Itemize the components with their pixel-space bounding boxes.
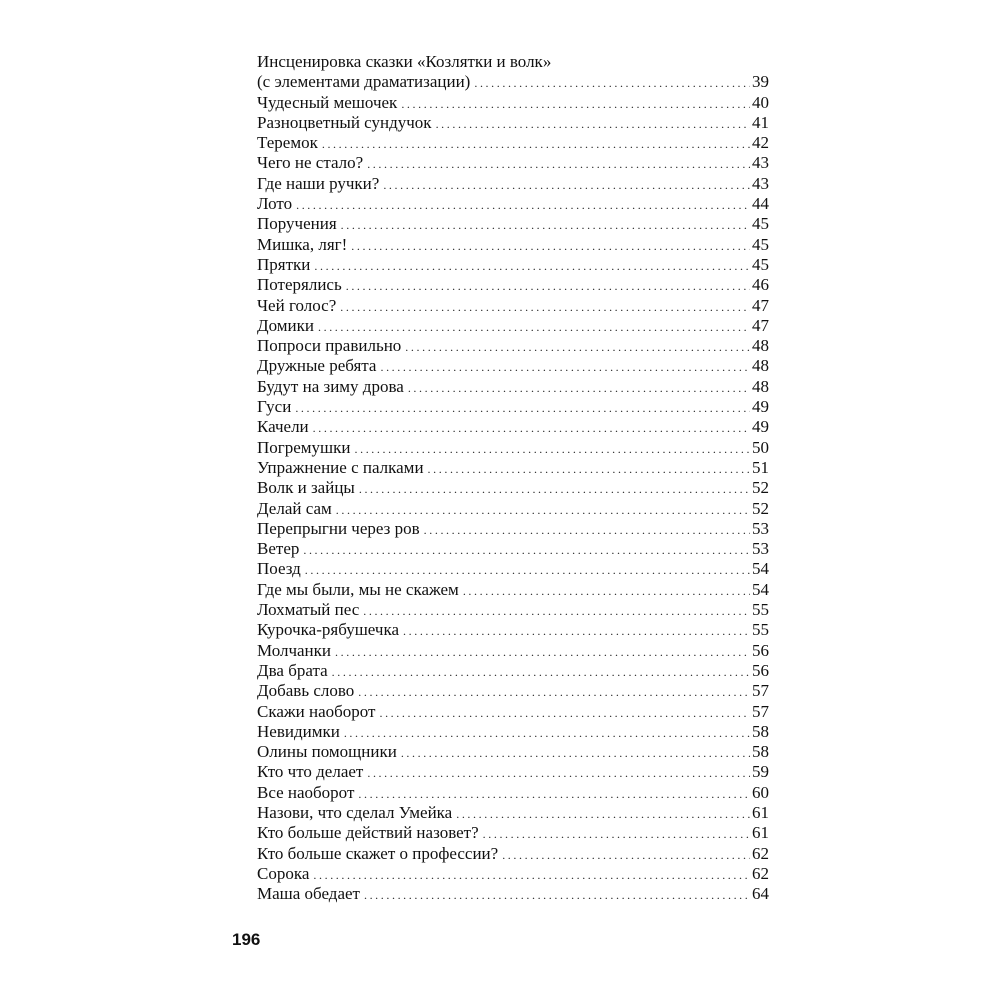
- toc-entry: [257, 275, 769, 295]
- toc-entry: [257, 661, 769, 681]
- toc-entry-page: 50: [752, 437, 769, 457]
- toc-entry-page: 55: [752, 620, 769, 640]
- toc-entry: [257, 296, 769, 316]
- toc-entry: [257, 783, 769, 803]
- toc-entry: [257, 255, 769, 275]
- toc-entry: [257, 559, 769, 579]
- dot-leader: [313, 418, 750, 438]
- toc-entry: [257, 478, 769, 498]
- toc-entry-page: 51: [752, 457, 769, 477]
- toc-entry: [257, 458, 769, 478]
- toc-entry-title: Перепрыгни через ров: [257, 518, 420, 538]
- toc-entry-title: Все наоборот: [257, 782, 355, 802]
- toc-entry-title: Будут на зиму дрова: [257, 376, 404, 396]
- toc-entry: [257, 113, 769, 133]
- toc-heading: Инсценировка сказки «Козлятки и волк»: [257, 52, 552, 71]
- toc-entry-page: 49: [752, 417, 769, 437]
- dot-leader: [379, 703, 750, 723]
- toc-entry-page: 52: [752, 478, 769, 498]
- toc-entry: [257, 681, 769, 701]
- toc-entry-title: Кто больше действий назовет?: [257, 823, 479, 843]
- dot-leader: [367, 154, 750, 174]
- toc-entry-title: Кто что делает: [257, 762, 364, 782]
- dot-leader: [336, 500, 750, 520]
- dot-leader: [502, 845, 750, 865]
- toc-entry: [257, 194, 769, 214]
- toc-entry-title: Гуси: [257, 397, 292, 417]
- dot-leader: [367, 763, 750, 783]
- dot-leader: [401, 743, 750, 763]
- toc-entry-page: 55: [752, 600, 769, 620]
- toc-entry: [257, 823, 769, 843]
- dot-leader: [340, 297, 750, 317]
- toc-entry-title: Погремушки: [257, 437, 351, 457]
- toc-entry-title: Невидимки: [257, 721, 340, 741]
- toc-entry: [257, 600, 769, 620]
- toc-entry-title: Домики: [257, 315, 314, 335]
- toc-entry-page: 61: [752, 802, 769, 822]
- toc-entry-page: 41: [752, 112, 769, 132]
- toc-entry-page: 53: [752, 518, 769, 538]
- dot-leader: [358, 784, 750, 804]
- dot-leader: [405, 337, 750, 357]
- toc-entry-page: 39: [752, 72, 769, 92]
- toc-entry-title: Курочка-рябушечка: [257, 620, 400, 640]
- toc-entry-page: 61: [752, 823, 769, 843]
- toc-entry-page: 47: [752, 315, 769, 335]
- toc-entry: [257, 133, 769, 153]
- dot-leader: [380, 357, 750, 377]
- table-of-contents: [257, 52, 769, 904]
- toc-entry-title: Назови, что сделал Умейка: [257, 802, 453, 822]
- dot-leader: [305, 560, 750, 580]
- dot-leader: [358, 682, 750, 702]
- toc-entry-title: Где наши ручки?: [257, 173, 380, 193]
- toc-entry-title: Разноцветный сундучок: [257, 112, 432, 132]
- toc-entry: [257, 397, 769, 417]
- toc-entry-page: 59: [752, 762, 769, 782]
- dot-leader: [364, 885, 750, 905]
- toc-entry: [257, 499, 769, 519]
- toc-entry-page: 48: [752, 336, 769, 356]
- dot-leader: [424, 520, 750, 540]
- toc-entry-page: 43: [752, 173, 769, 193]
- toc-entry-title: Мишка, ляг!: [257, 234, 348, 254]
- dot-leader: [341, 215, 750, 235]
- toc-entry-title: Лохматый пес: [257, 600, 360, 620]
- toc-entry: [257, 214, 769, 234]
- dot-leader: [344, 723, 750, 743]
- dot-leader: [428, 459, 750, 479]
- toc-entry: [257, 884, 769, 904]
- toc-entry-page: 42: [752, 133, 769, 153]
- toc-entry-page: 56: [752, 660, 769, 680]
- toc-entry-page: 60: [752, 782, 769, 802]
- toc-entry: [257, 72, 769, 92]
- dot-leader: [401, 94, 750, 114]
- dot-leader: [313, 865, 750, 885]
- toc-entry-title: Где мы были, мы не скажем: [257, 579, 459, 599]
- toc-entry: [257, 336, 769, 356]
- toc-entry-title: Попроси правильно: [257, 336, 402, 356]
- toc-entry-page: 54: [752, 559, 769, 579]
- toc-entry-page: 48: [752, 376, 769, 396]
- toc-entry: [257, 742, 769, 762]
- dot-leader: [335, 642, 750, 662]
- toc-entry-page: 45: [752, 214, 769, 234]
- toc-entry: [257, 722, 769, 742]
- toc-entry: [257, 580, 769, 600]
- dot-leader: [351, 236, 750, 256]
- page-number: 196: [232, 930, 261, 949]
- toc-entry-page: 64: [752, 884, 769, 904]
- dot-leader: [346, 276, 750, 296]
- toc-entry: [257, 174, 769, 194]
- toc-entry: [257, 235, 769, 255]
- toc-entry-title: (с элементами драматизации): [257, 72, 471, 92]
- toc-entry-title: Прятки: [257, 254, 311, 274]
- toc-entry-title: Олины помощники: [257, 742, 397, 762]
- toc-entry-title: Чудесный мешочек: [257, 92, 398, 112]
- toc-entry-page: 57: [752, 681, 769, 701]
- toc-entry-title: Волк и зайцы: [257, 478, 355, 498]
- toc-entry-page: 57: [752, 701, 769, 721]
- toc-entry-title: Молчанки: [257, 640, 332, 660]
- toc-entry: [257, 417, 769, 437]
- dot-leader: [483, 824, 750, 844]
- toc-entry-page: 44: [752, 194, 769, 214]
- toc-entry-title: Сорока: [257, 863, 310, 883]
- toc-entry: [257, 762, 769, 782]
- toc-entry-title: Маша обедает: [257, 884, 360, 904]
- dot-leader: [408, 378, 750, 398]
- dot-leader: [463, 581, 750, 601]
- toc-entry-title: Качели: [257, 417, 309, 437]
- dot-leader: [295, 398, 750, 418]
- toc-entry-page: 40: [752, 92, 769, 112]
- toc-entry-title: Два брата: [257, 660, 328, 680]
- toc-entry-title: Скажи наоборот: [257, 701, 376, 721]
- toc-entry: [257, 702, 769, 722]
- toc-entry-title: Поручения: [257, 214, 337, 234]
- dot-leader: [359, 479, 750, 499]
- toc-entry-page: 53: [752, 539, 769, 559]
- dot-leader: [436, 114, 750, 134]
- dot-leader: [322, 134, 750, 154]
- dot-leader: [296, 195, 750, 215]
- toc-entry-page: 56: [752, 640, 769, 660]
- toc-entry: [257, 864, 769, 884]
- toc-entry-title: Кто больше скажет о профессии?: [257, 843, 499, 863]
- dot-leader: [456, 804, 750, 824]
- toc-entry-page: 45: [752, 234, 769, 254]
- toc-entry-title: Добавь слово: [257, 681, 355, 701]
- dot-leader: [318, 317, 750, 337]
- toc-entry-title: Поезд: [257, 559, 301, 579]
- toc-entry-page: 62: [752, 843, 769, 863]
- dot-leader: [474, 73, 750, 93]
- toc-entry: [257, 519, 769, 539]
- toc-entry-title: Упражнение с палками: [257, 457, 424, 477]
- toc-entry-title: Чей голос?: [257, 295, 337, 315]
- dot-leader: [363, 601, 750, 621]
- toc-entry: [257, 377, 769, 397]
- toc-entry-page: 45: [752, 254, 769, 274]
- toc-list: [257, 72, 769, 904]
- toc-entry: [257, 620, 769, 640]
- toc-entry-page: 58: [752, 721, 769, 741]
- dot-leader: [355, 439, 751, 459]
- toc-entry-page: 49: [752, 397, 769, 417]
- dot-leader: [403, 621, 750, 641]
- dot-leader: [303, 540, 750, 560]
- toc-entry-page: 58: [752, 742, 769, 762]
- toc-entry: [257, 539, 769, 559]
- toc-entry-title: Теремок: [257, 133, 318, 153]
- toc-entry: [257, 153, 769, 173]
- toc-entry-title: Дружные ребята: [257, 356, 377, 376]
- toc-entry-page: 48: [752, 356, 769, 376]
- toc-entry: [257, 93, 769, 113]
- toc-entry: [257, 356, 769, 376]
- toc-entry-page: 46: [752, 275, 769, 295]
- toc-entry-title: Чего не стало?: [257, 153, 364, 173]
- toc-entry-title: Делай сам: [257, 498, 332, 518]
- toc-entry-page: 54: [752, 579, 769, 599]
- toc-entry: [257, 803, 769, 823]
- toc-entry-title: Ветер: [257, 539, 300, 559]
- toc-entry-page: 62: [752, 863, 769, 883]
- dot-leader: [332, 662, 750, 682]
- dot-leader: [314, 256, 750, 276]
- toc-entry: [257, 438, 769, 458]
- toc-entry-page: 43: [752, 153, 769, 173]
- toc-entry-page: 47: [752, 295, 769, 315]
- toc-entry: [257, 844, 769, 864]
- toc-entry-title: Лото: [257, 194, 293, 214]
- toc-entry-title: Потерялись: [257, 275, 342, 295]
- toc-entry-page: 52: [752, 498, 769, 518]
- toc-entry: [257, 316, 769, 336]
- toc-entry: [257, 641, 769, 661]
- dot-leader: [383, 175, 750, 195]
